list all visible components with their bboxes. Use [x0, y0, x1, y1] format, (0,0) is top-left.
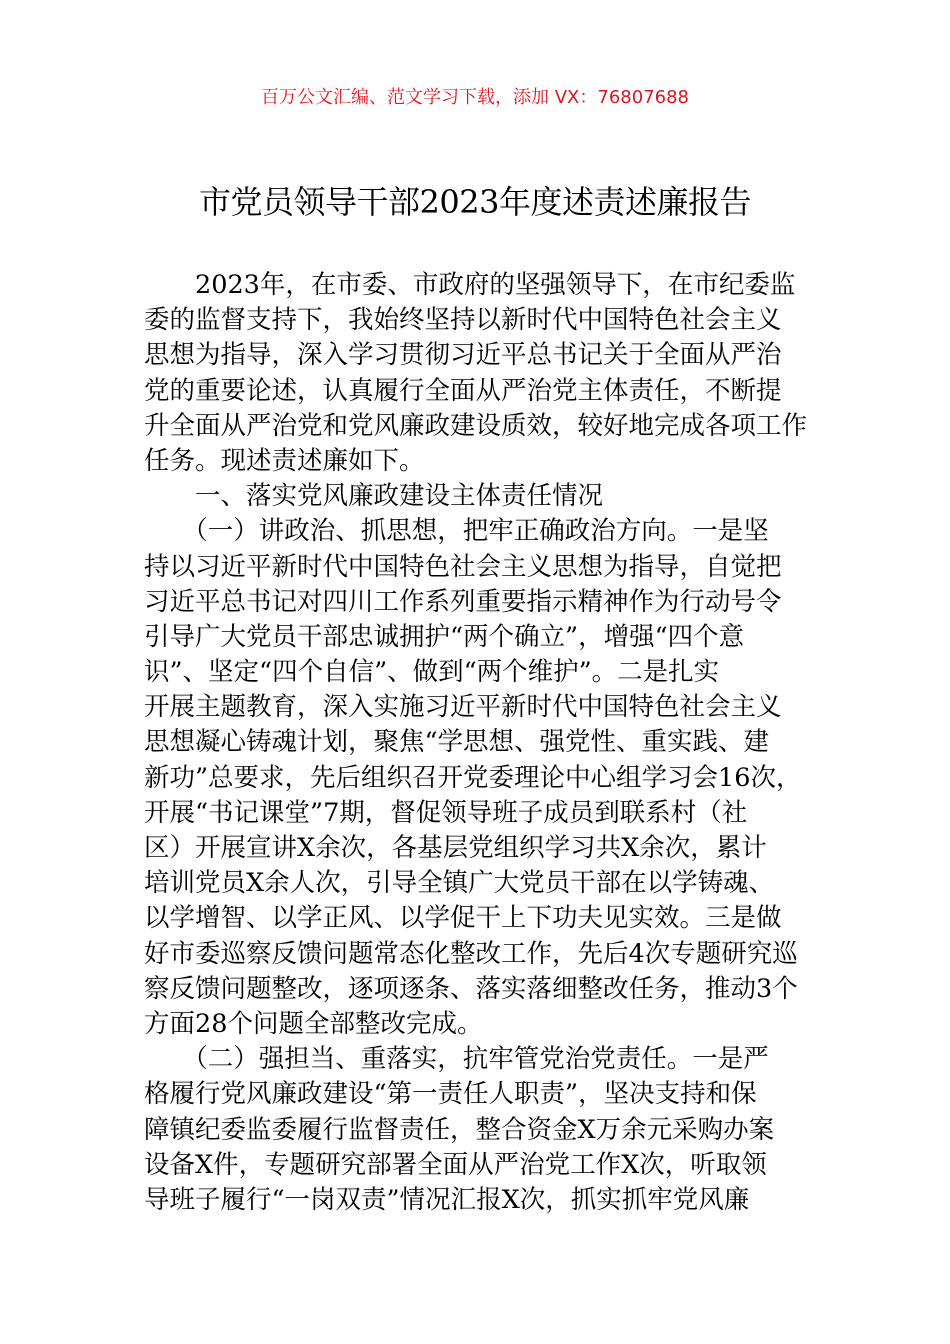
body-line: 任务。现述责述廉如下。	[144, 445, 425, 476]
header-watermark-note: 百万公文汇编、范文学习下载，添加 VX：76807688	[261, 87, 689, 108]
body-line: 持以习近平新时代中国特色社会主义思想为指导，自觉把	[144, 551, 782, 582]
body-line: 思想凝心铸魂计划，聚焦“学思想、强党性、重实践、建	[144, 727, 770, 758]
body-line: 习近平总书记对四川工作系列重要指示精神作为行动号令	[144, 586, 782, 617]
body-line: 培训党员X余人次，引导全镇广大党员干部在以学铸魂、	[144, 868, 775, 899]
body-line: 开展“书记课堂”7期，督促领导班子成员到联系村（社	[144, 797, 748, 828]
document-body	[144, 268, 819, 1218]
body-line: 委的监督支持下，我始终坚持以新时代中国特色社会主义	[144, 305, 782, 336]
body-line: 格履行党风廉政建设“第一责任人职责”，坚决支持和保	[144, 1079, 757, 1110]
body-line: 察反馈问题整改，逐项逐条、落实落细整改任务，推动3个	[144, 973, 798, 1004]
body-line: 好市委巡察反馈问题常态化整改工作，先后4次专题研究巡	[144, 938, 798, 969]
body-line: 障镇纪委监委履行监督责任，整合资金X万余元采购办案	[144, 1114, 775, 1145]
body-line: 引导广大党员干部忠诚拥护“两个确立”，增强“四个意	[144, 621, 745, 652]
body-line: 开展主题教育，深入实施习近平新时代中国特色社会主义	[144, 692, 782, 723]
body-line: （二）强担当、重落实，抗牢管党治党责任。一是严	[144, 1044, 769, 1075]
body-line: 以学增智、以学正风、以学促干上下功夫见实效。三是做	[144, 903, 782, 934]
body-line: 思想为指导，深入学习贯彻习近平总书记关于全面从严治	[144, 340, 782, 371]
body-line: 升全面从严治党和党风廉政建设质效，较好地完成各项工作	[144, 410, 808, 441]
body-line: 党的重要论述，认真履行全面从严治党主体责任，不断提	[144, 375, 782, 406]
body-line: 2023年，在市委、市政府的坚强领导下，在市纪委监	[144, 270, 796, 300]
body-line: （一）讲政治、抓思想，把牢正确政治方向。一是坚	[144, 516, 769, 547]
body-line: 导班子履行“一岗双责”情况汇报X次，抓实抓牢党风廉	[144, 1184, 750, 1215]
body-line: 设备X件，专题研究部署全面从严治党工作X次，听取领	[144, 1149, 767, 1180]
body-line: 区）开展宣讲X余次，各基层党组织学习共X余次，累计	[144, 833, 767, 863]
body-line: 新功”总要求，先后组织召开党委理论中心组学习会16次，	[144, 762, 802, 793]
body-line: 方面28个问题全部整改完成。	[144, 1008, 483, 1039]
section-heading: 一、落实党风廉政建设主体责任情况	[144, 481, 604, 512]
document-title: 市党员领导干部2023年度述责述廉报告	[199, 183, 751, 221]
body-line: 识”、坚定“四个自信”、做到“两个维护”。二是扎实	[144, 657, 720, 688]
